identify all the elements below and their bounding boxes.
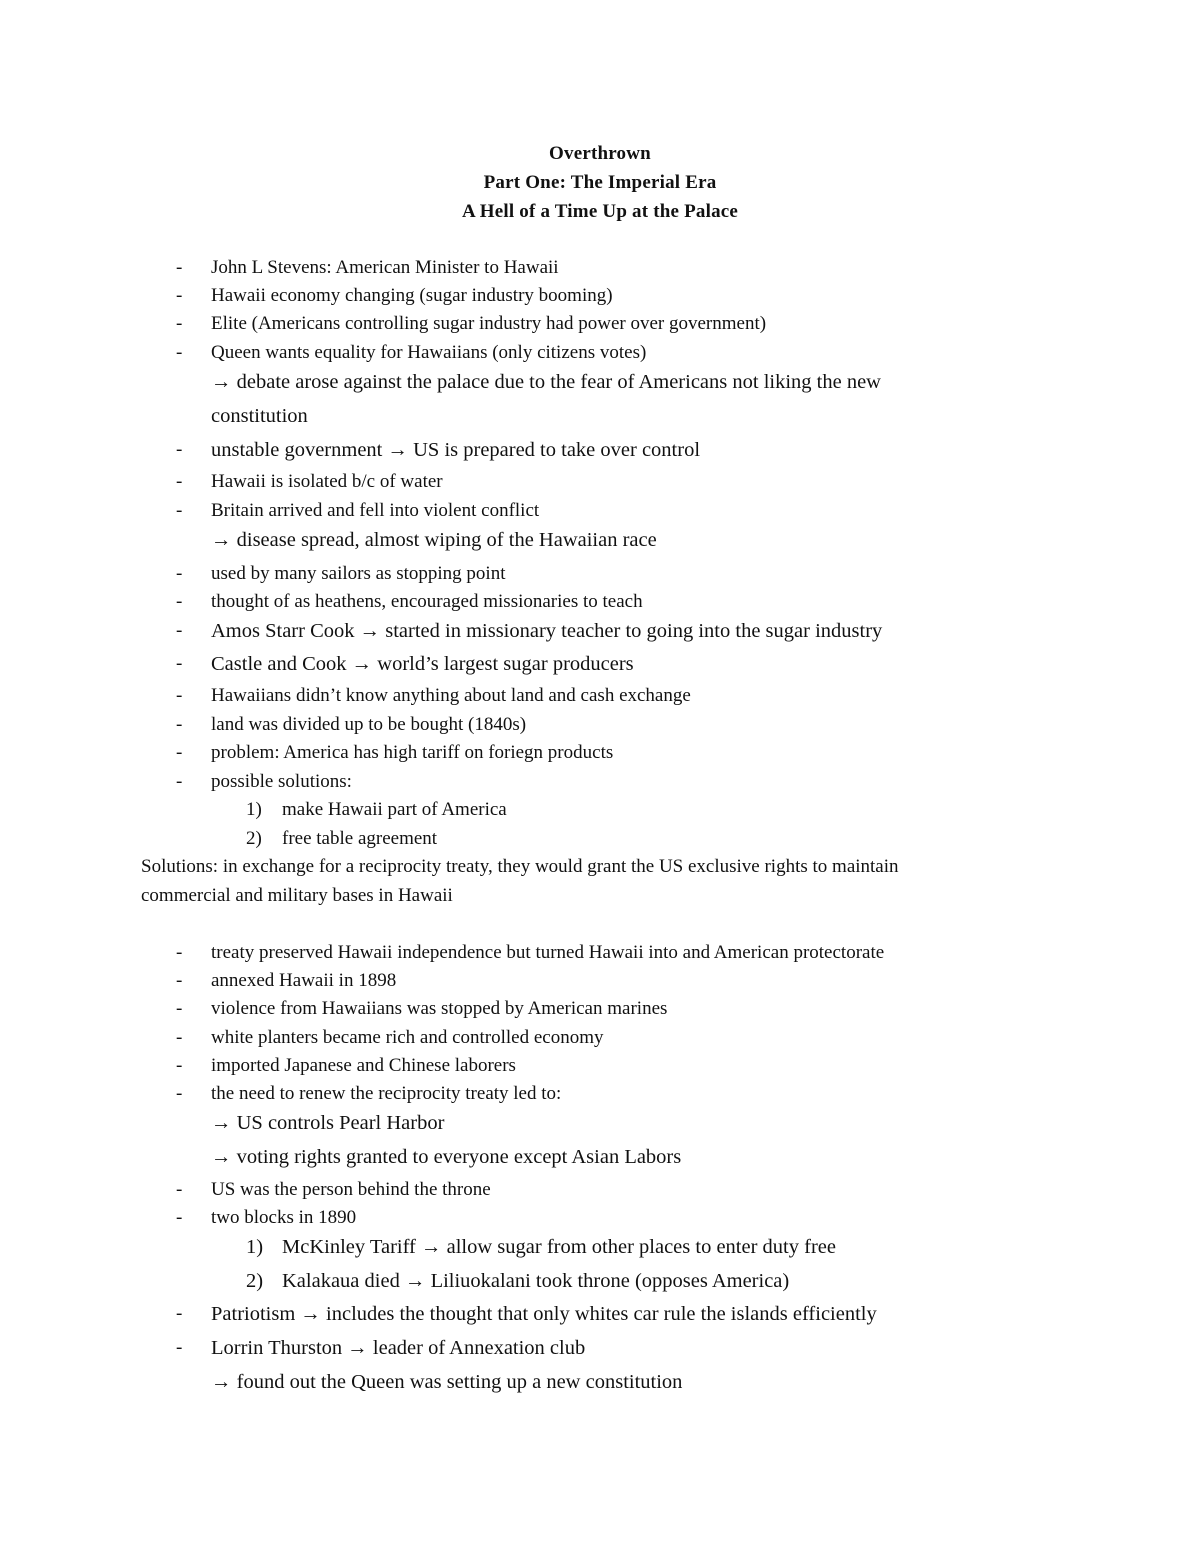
bullet-item: possible solutions: [211,771,352,792]
bullet-item: two blocks in 1890 [211,1207,357,1228]
numbered-marker: 2) [246,1270,264,1292]
bullet-item: Lorrin Thurston → leader of Annexation club [211,1337,586,1359]
paragraph-line: commercial and military bases in Hawaii [141,885,453,906]
numbered-marker: 1) [246,1236,264,1258]
bullet-item: the need to renew the reciprocity treaty led to: [211,1083,562,1104]
bullet-dash: - [176,714,183,735]
bullet-dash: - [176,742,183,763]
bullet-item: thought of as heathens, encouraged missionaries to teach [211,591,643,612]
bullet-item: Castle and Cook → world’s largest sugar producers [211,653,634,675]
bullet-item: unstable government → US is prepared to take over control [211,439,701,461]
bullet-item: problem: America has high tariff on foriegn products [211,742,614,763]
bullet-dash: - [176,342,183,363]
bullet-dash: - [176,1337,183,1358]
bullet-item: Patriotism → includes the thought that only whites car rule the islands efficiently [211,1303,877,1325]
bullet-item: US was the person behind the throne [211,1179,491,1200]
bullet-dash: - [176,998,183,1019]
numbered-item: Kalakaua died → Liliuokalani took throne (opposes America) [282,1270,790,1292]
bullet-dash: - [176,685,183,706]
bullet-item: annexed Hawaii in 1898 [211,970,397,991]
chapter-heading: A Hell of a Time Up at the Palace [461,201,739,222]
bullet-dash: - [176,285,183,306]
paragraph-line: Solutions: in exchange for a reciprocity treaty, they would grant the US exclusive rights to maintain [141,856,899,877]
bullet-item: violence from Hawaiians was stopped by American marines [211,998,668,1019]
bullet-dash: - [176,591,183,612]
bullet-dash: - [176,257,183,278]
bullet-dash: - [176,1083,183,1104]
bullet-item: John L Stevens: American Minister to Hawaii [211,257,559,278]
bullet-item: land was divided up to be bought (1840s) [211,714,527,735]
bullet-dash: - [176,563,183,584]
bullet-item: Hawaiians didn’t know anything about land and cash exchange [211,685,691,706]
bullet-dash: - [176,1055,183,1076]
sub-note: constitution [211,405,308,427]
numbered-item: make Hawaii part of America [282,799,507,820]
sub-note: → US controls Pearl Harbor [211,1112,445,1134]
bullet-dash: - [176,500,183,521]
bullet-dash: - [176,771,183,792]
bullet-dash: - [176,620,183,641]
bullet-item: Hawaii economy changing (sugar industry booming) [211,285,613,306]
bullet-item: white planters became rich and controlled economy [211,1027,604,1048]
sub-note: → debate arose against the palace due to the fear of Americans not liking the new [211,371,881,393]
sub-note: → found out the Queen was setting up a new constitution [211,1371,683,1393]
bullet-dash: - [176,942,183,963]
bullet-dash: - [176,970,183,991]
bullet-dash: - [176,1207,183,1228]
part-heading: Part One: The Imperial Era [483,172,717,193]
bullet-item: imported Japanese and Chinese laborers [211,1055,516,1076]
document-title: Overthrown [549,143,651,164]
bullet-dash: - [176,313,183,334]
sub-note: → disease spread, almost wiping of the Hawaiian race [211,529,657,551]
bullet-item: Hawaii is isolated b/c of water [211,471,443,492]
bullet-dash: - [176,1027,183,1048]
numbered-marker: 2) [246,828,262,849]
bullet-dash: - [176,1303,183,1324]
numbered-item: McKinley Tariff → allow sugar from other places to enter duty free [282,1236,836,1258]
bullet-item: Britain arrived and fell into violent conflict [211,500,540,521]
bullet-dash: - [176,471,183,492]
sub-note: → voting rights granted to everyone except Asian Labors [211,1146,682,1168]
bullet-dash: - [176,653,183,674]
numbered-item: free table agreement [282,828,438,849]
numbered-marker: 1) [246,799,262,820]
bullet-item: Queen wants equality for Hawaiians (only citizens votes) [211,342,647,363]
bullet-item: used by many sailors as stopping point [211,563,506,584]
bullet-dash: - [176,439,183,460]
bullet-item: Amos Starr Cook → started in missionary teacher to going into the sugar industry [211,620,883,642]
bullet-item: Elite (Americans controlling sugar industry had power over government) [211,313,767,334]
bullet-item: treaty preserved Hawaii independence but turned Hawaii into and American protectorate [211,942,885,963]
bullet-dash: - [176,1179,183,1200]
